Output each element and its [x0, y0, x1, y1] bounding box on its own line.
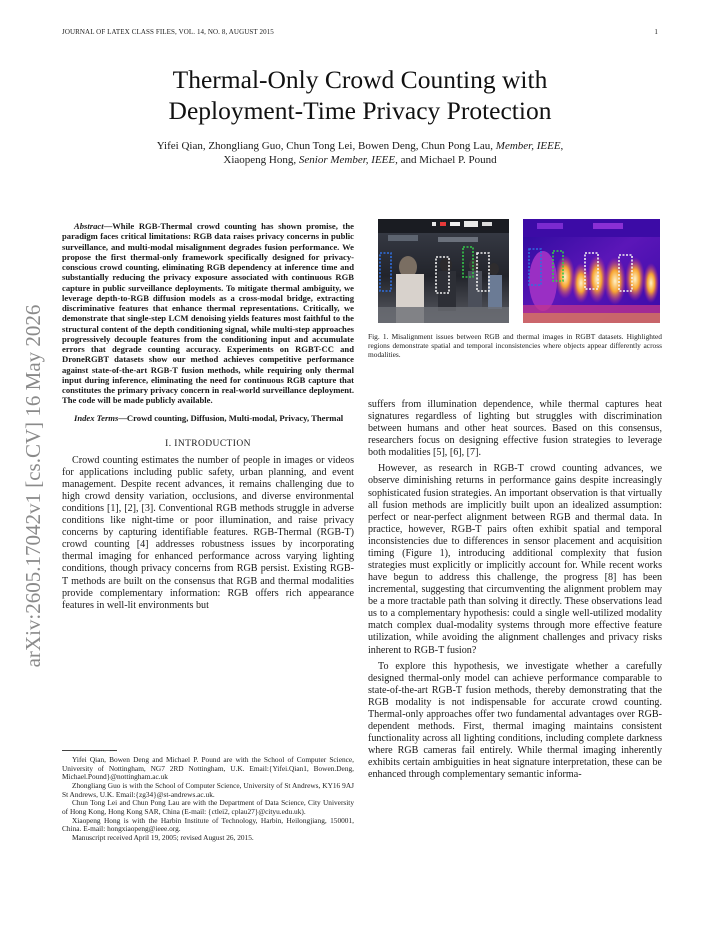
thermal-image [523, 219, 660, 323]
index-terms [62, 413, 354, 423]
journal-header: JOURNAL OF LATEX CLASS FILES, VOL. 14, NO. 8, AUGUST 2015 [62, 28, 274, 36]
author-line-2 [62, 153, 658, 167]
author-tail-2: , and Michael P. Pound [395, 154, 497, 166]
author-names-2: Xiaopeng Hong, [223, 154, 299, 166]
figure-1-caption: Fig. 1. Misalignment issues between RGB and thermal images in RGBT datasets. Highlighted regions demonstrate spatial and temporal inconsistencies where objects appear differently across modalities. [368, 332, 662, 359]
index-terms-text: —Crowd counting, Diffusion, Multi-modal, Privacy, Thermal [118, 412, 344, 423]
intro-paragraph-left: Crowd counting estimates the number of people in images or videos for applications including public safety, urban planning, and event management. Despite recent advances, it remains challenging due to high crowd density variation, occlusions, and diverse environmental conditions [1], [2], [3]. Conventional RGB methods struggle in adverse conditions like night-time or poor illumination, and raise privacy concerns by capturing identifiable features. RGB-Thermal (RGB-T) crowd counting [4] addresses robustness issues by incorporating thermal imaging for enhanced performance across varying lighting conditions, though privacy concerns from RGB persist. Existing RGB-T methods are built on the consensus that RGB and thermal modalities provide complementary information: RGB offers rich appearance features in well-lit environments but [62, 454, 354, 611]
footnote-divider [62, 750, 117, 751]
title-line-1: Thermal-Only Crowd Counting with [172, 65, 548, 94]
intro-paragraph-right-3: To explore this hypothesis, we investigate whether a carefully designed thermal-only model can achieve performance comparable to state-of-the-art RGB-T fusion methods, thereby demonstrating that the RGB modality is not indispensable for accurate crowd counting. Thermal-only approaches offer two fundamental advantages over RGB-dependent methods. First, thermal imaging maintains consistent functionality across all lighting conditions, including complete darkness where RGB cameras fail entirely. While thermal imaging inherently exhibits certain ambiguities in heat signature interpretation, these can be enhanced through complementary semantic informa- [368, 660, 662, 781]
footnote-affiliation-4: Xiaopeng Hong is with the Harbin Institute of Technology, Harbin, Heilongjiang, 150001, China. E-mail: hongxiaopeng@ieee.org. [62, 815, 354, 834]
footnotes [62, 756, 354, 843]
footnote-affiliation-3: Chun Tong Lei and Chun Pong Lau are with the Department of Data Science, City University of Hong Kong, Hong Kong SAR, China (E-mail: {ctlei2, cplau27}@cityu.edu.uk). [62, 798, 354, 816]
footnote-affiliation-2: Zhongliang Guo is with the School of Computer Science, University of St Andrews, KY16 9AJ St Andrews, U.K. Email:{zg34}@st-andrews.ac.uk. [62, 780, 354, 799]
abstract [62, 221, 354, 406]
author-list [62, 139, 658, 167]
abstract-label: Abstract [74, 221, 104, 231]
figure-1-images [378, 219, 660, 323]
author-names-1: Yifei Qian, Zhongliang Guo, Chun Tong Lei, Bowen Deng, Chun Pong Lau, [156, 140, 496, 152]
intro-paragraph-right-1: suffers from illumination dependence, while thermal captures heat signatures regardless of lighting but struggles with discrimination between humans and other heat sources. Based on this consensus, researchers focus on designing effective fusion strategies to leverage both modalities [5], [6], [7]. [368, 399, 662, 459]
author-role-2: Senior Member, IEEE [298, 154, 396, 166]
left-column [62, 221, 354, 612]
section-heading-introduction: I. INTRODUCTION [165, 438, 251, 449]
author-role-1: Member, IEEE [495, 140, 561, 152]
rgb-image [378, 219, 509, 323]
arxiv-stamp: arXiv:2605.17042v1 [cs.CV] 16 May 2026 [21, 304, 45, 668]
right-column [368, 399, 662, 781]
footnote-manuscript: Manuscript received April 19, 2005; revised August 26, 2015. [72, 832, 254, 842]
author-tail-1: , [560, 140, 564, 152]
title-line-2: Deployment-Time Privacy Protection [168, 96, 552, 125]
page-number: 1 [654, 28, 658, 36]
paper-title [62, 64, 658, 126]
running-header [62, 28, 658, 40]
author-line-1 [62, 139, 658, 153]
intro-paragraph-right-2: However, as research in RGB-T crowd counting advances, we observe diminishing returns in performance gains despite increasingly sophisticated fusion strategies. An important observation is that virtually all fusion methods are implicitly built upon an idealized assumption: perfect or near-perfect alignment between RGB and thermal data. In practice, however, RGB-T pairs often exhibit spatial and temporal inconsistencies due to differences in sensor placement and acquisition timing (Figure 1), introducing additional complexity that fusion strategies must explicitly or implicitly account for. While recent works have begun to address this challenge, the progress [8] has been incremental, suggesting that circumventing the alignment problem may be a more tractable path than solving it directly. These observations lead us to a complementary hypothesis: could a single well-utilized modality match complex dual-modality systems through more effective feature utilization, while avoiding the alignment challenges and privacy risks inherent to RGB-T fusion? [368, 463, 662, 656]
footnote-affiliation-1: Yifei Qian, Bowen Deng and Michael P. Pound are with the School of Computer Science, University of Nottingham, NG7 2RD Nottingham, U.K. Email:{Yifei.Qian1, Bowen.Deng, Michael.Pound}@nottingham.ac.uk [62, 755, 354, 782]
figure-1 [378, 219, 660, 323]
index-terms-label: Index Terms [74, 412, 119, 423]
abstract-text: —While RGB-Thermal crowd counting has shown promise, the paradigm faces critical limitations: RGB data raises privacy concerns in public surveillance, and multi-modal misalignment degrades fusion performance. We propose the first thermal-only framework specifically designed for privacy-conscious crowd counting, eliminating RGB dependency at inference time and substantially reducing the privacy exposure associated with continuous RGB capture in public surveillance deployments. To mitigate thermal ambiguity, we leverage depth-to-RGB diffusion models as a cross-modal bridge, extracting discriminative features that enhance thermal representations. Critically, we demonstrate that single-step LCM denoising yields features most faithful to the structural content of the depth conditioning signal, while multi-step approaches progressively decouple features from the conditioning input and accumulate errors that degrade counting accuracy. Experiments on RGBT-CC and DroneRGBT datasets show our method achieves competitive performance against state-of-the-art RGB-T fusion methods, while requiring only thermal input during inference, eliminating the need for continuous RGB capture that constitutes the primary privacy concern in real-world surveillance deployment. The code will be made publicly available. [62, 221, 354, 406]
